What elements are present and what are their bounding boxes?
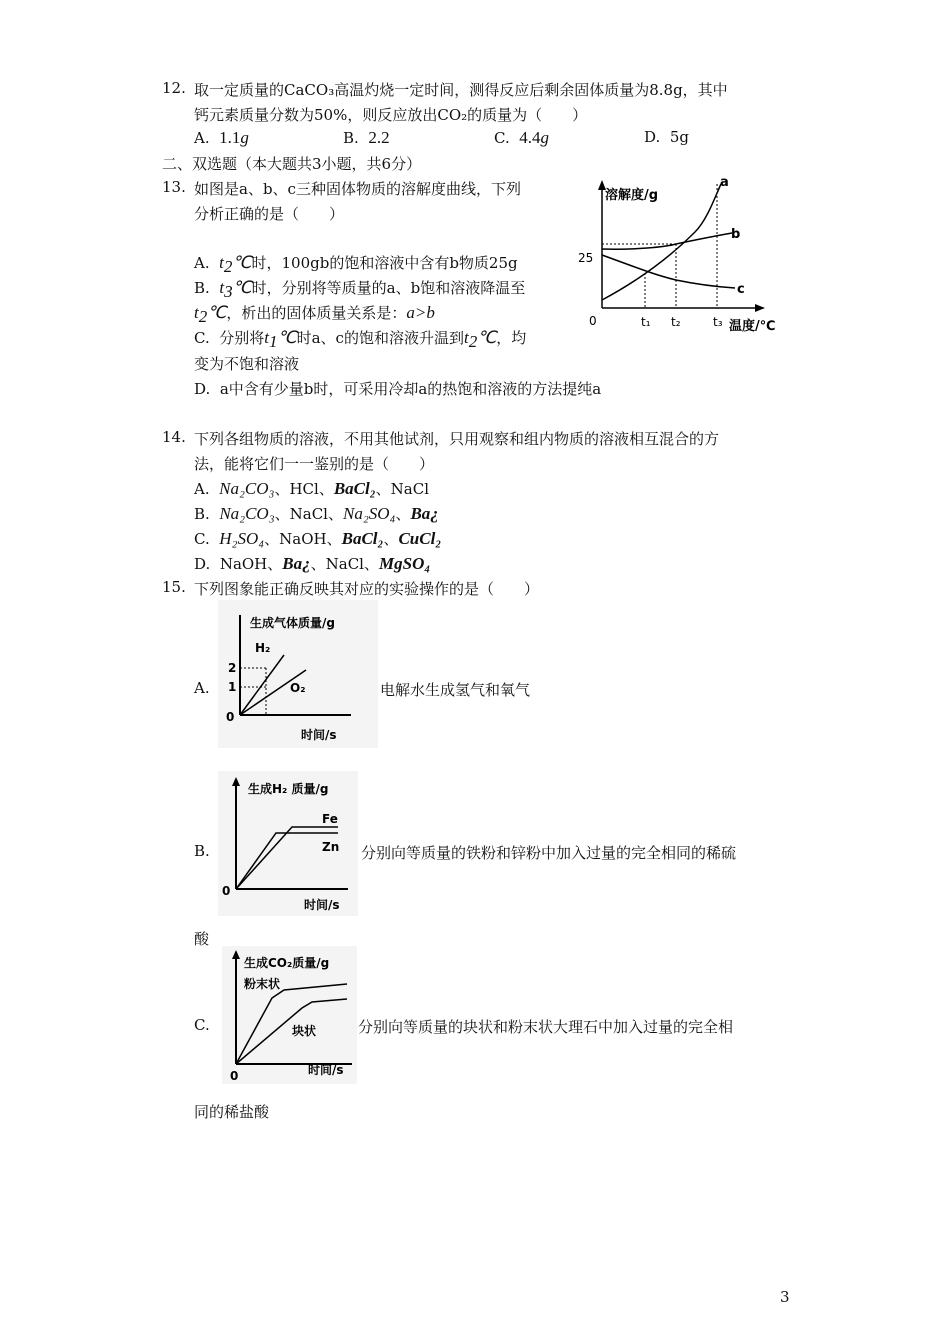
degree-symbol: ℃ <box>207 303 227 322</box>
chart-x-title: 温度/℃ <box>729 319 776 334</box>
option-label: A. <box>194 254 210 272</box>
separator: 、 <box>310 555 326 573</box>
q14-option-c <box>194 528 441 549</box>
q12-line2: 钙元素质量分数为50%，则反应放出CO₂的质量为（ ） <box>194 106 588 124</box>
q15-option-c-label: C. <box>194 1016 210 1034</box>
formula: Ba¿ <box>282 554 311 573</box>
option-text: 时，分别将等质量的a、b饱和溶液降温至 <box>251 279 526 297</box>
x-axis-arrow <box>755 304 765 312</box>
relation: a>b <box>406 303 435 322</box>
q14-option-d <box>194 553 430 574</box>
option-text: a中含有少量b时，可采用冷却a的热饱和溶液的方法提纯a <box>219 380 602 398</box>
option-label: C. <box>494 129 510 147</box>
separator: 、 <box>326 530 342 548</box>
label-block: 块状 <box>292 1024 317 1038</box>
formula: Ba¿ <box>410 504 439 523</box>
temp-subscript: 2 <box>223 257 233 276</box>
chart-y-tick: 25 <box>578 251 594 265</box>
chart-x-tick-t3: t₃ <box>713 315 723 329</box>
option-value: 4.4 <box>519 128 541 147</box>
option-label: B. <box>194 505 210 523</box>
curve-label-a: a <box>720 175 729 190</box>
q15-option-a-text: 电解水生成氢气和氧气 <box>380 681 531 699</box>
q14-option-a <box>194 478 429 499</box>
graph-c-origin: 0 <box>230 1069 239 1083</box>
graph-c <box>222 946 357 1084</box>
q15-option-a-label: A. <box>194 679 210 697</box>
separator: 、 <box>383 530 399 548</box>
graph-c-x-title: 时间/s <box>308 1063 344 1077</box>
option-label: A. <box>194 480 210 498</box>
q12-number: 12. <box>162 79 186 97</box>
solubility-chart <box>575 172 790 337</box>
graph-b <box>218 771 358 916</box>
graph-a-origin: 0 <box>226 710 235 724</box>
temp-symbol: t <box>264 328 270 347</box>
formula: H₂SO₄ <box>219 529 265 548</box>
unit: g <box>240 128 249 147</box>
q12-option-d <box>644 128 689 146</box>
option-text: ，析出的固体质量关系是： <box>226 304 407 322</box>
option-text: 时，100gb的饱和溶液中含有b物质25g <box>251 254 518 272</box>
option-label: C. <box>194 329 210 347</box>
q12-option-c <box>494 128 549 148</box>
option-text: ，均 <box>496 329 527 347</box>
label-zn: Zn <box>322 840 340 854</box>
temp-symbol: t <box>219 253 224 272</box>
section-title: 二、双选题（本大题共3小题，共6分） <box>162 155 422 173</box>
q13-option-a <box>194 252 518 277</box>
temp-symbol: t <box>463 328 469 347</box>
option-label: C. <box>194 530 210 548</box>
graph-b-y-title: 生成H₂ 质量/g <box>248 782 329 796</box>
q13-option-b <box>194 277 525 302</box>
curve-label-b: b <box>731 227 741 242</box>
q13-option-c <box>194 327 526 352</box>
formula: Na₂CO₃ <box>219 479 275 498</box>
graph-a-tick-1: 1 <box>228 680 237 694</box>
option-value: 2.2 <box>368 128 390 147</box>
q15-option-c-text2: 同的稀盐酸 <box>194 1103 270 1121</box>
q13-option-b-cont <box>194 302 435 327</box>
temp-subscript: 1 <box>269 332 278 351</box>
option-text: 时a、c的饱和溶液升温到 <box>296 329 464 347</box>
separator: 、 <box>274 480 290 498</box>
option-value: 1.1 <box>219 128 241 147</box>
formula: NaCl <box>289 505 328 523</box>
chart-x-tick-t1: t₁ <box>641 315 651 329</box>
degree-symbol: ℃ <box>232 278 252 297</box>
q13-line1: 如图是a、b、c三种固体物质的溶解度曲线，下列 <box>194 180 521 198</box>
q13-line2: 分析正确的是（ ） <box>194 205 345 223</box>
q15-option-b-label: B. <box>194 842 210 860</box>
formula: BaCl₂ <box>333 479 376 498</box>
separator: 、 <box>267 555 283 573</box>
separator: 、 <box>375 480 391 498</box>
formula: HCl <box>289 480 319 498</box>
formula: BaCl₂ <box>341 529 384 548</box>
chart-origin: 0 <box>589 314 597 328</box>
label-fe: Fe <box>322 812 338 826</box>
formula: Na₂CO₃ <box>219 504 275 523</box>
q15-option-c-text1: 分别向等质量的块状和粉末状大理石中加入过量的完全相 <box>358 1018 734 1036</box>
q15-number: 15. <box>162 578 186 596</box>
degree-symbol: ℃ <box>477 328 497 347</box>
formula: Na₂SO₄ <box>343 504 396 523</box>
formula: NaCl <box>325 555 364 573</box>
graph-c-y-title: 生成CO₂质量/g <box>244 956 330 970</box>
separator: 、 <box>318 480 334 498</box>
temp-subscript: 2 <box>468 332 478 351</box>
formula: NaOH <box>279 530 327 548</box>
q12-option-b <box>343 128 390 148</box>
graph-b-x-title: 时间/s <box>304 898 340 912</box>
chart-y-title: 溶解度/g <box>605 188 659 203</box>
separator: 、 <box>264 530 280 548</box>
degree-symbol: ℃ <box>277 328 297 347</box>
unit: g <box>540 128 550 147</box>
option-label: D. <box>644 128 661 146</box>
option-label: D. <box>194 555 211 573</box>
temp-subscript: 3 <box>224 282 233 301</box>
graph-a <box>218 600 378 748</box>
label-h2: H₂ <box>255 641 271 655</box>
graph-a-tick-2: 2 <box>228 661 237 675</box>
formula: CuCl₂ <box>398 529 442 548</box>
option-label: B. <box>343 129 359 147</box>
chart-x-tick-t2: t₂ <box>671 315 681 329</box>
q13-option-c-cont: 变为不饱和溶液 <box>194 355 300 373</box>
curve-c <box>602 255 735 288</box>
q15-option-b-text1: 分别向等质量的铁粉和锌粉中加入过量的完全相同的稀硫 <box>361 844 737 862</box>
temp-subscript: 2 <box>198 307 208 326</box>
separator: 、 <box>327 505 343 523</box>
formula: NaCl <box>390 480 430 498</box>
degree-symbol: ℃ <box>232 253 252 272</box>
formula: NaOH <box>219 555 268 573</box>
separator: 、 <box>274 505 290 523</box>
temp-symbol: t <box>194 303 199 322</box>
temp-symbol: t <box>219 278 225 297</box>
curve-b <box>602 233 732 249</box>
graph-a-y-title: 生成气体质量/g <box>250 616 335 630</box>
graph-a-x-title: 时间/s <box>301 728 337 742</box>
q13-number: 13. <box>162 178 186 196</box>
label-powder: 粉末状 <box>244 977 281 991</box>
q15-stem: 下列图象能正确反映其对应的实验操作的是（ ） <box>194 580 540 598</box>
q15-option-b-text2: 酸 <box>194 930 210 948</box>
option-text: 分别将 <box>219 329 265 347</box>
q14-line2: 法，能将它们一一鉴别的是（ ） <box>194 455 435 473</box>
separator: 、 <box>363 555 379 573</box>
label-o2: O₂ <box>290 681 306 695</box>
option-value: 5g <box>669 128 689 146</box>
graph-b-origin: 0 <box>222 884 231 898</box>
option-label: D. <box>194 380 211 398</box>
q12-option-a <box>194 128 249 148</box>
formula: MgSO₄ <box>379 554 431 573</box>
option-label: A. <box>194 129 210 147</box>
q13-option-d <box>194 378 601 399</box>
q14-number: 14. <box>162 428 186 446</box>
q14-line1: 下列各组物质的溶液，不用其他试剂，只用观察和组内物质的溶液相互混合的方 <box>194 430 720 448</box>
curve-label-c: c <box>737 282 745 297</box>
separator: 、 <box>395 505 411 523</box>
option-label: B. <box>194 279 210 297</box>
q12-line1: 取一定质量的CaCO₃高温灼烧一定时间，测得反应后剩余固体质量为8.8g，其中 <box>194 81 728 99</box>
q14-option-b <box>194 503 439 524</box>
page-number: 3 <box>780 1288 790 1306</box>
